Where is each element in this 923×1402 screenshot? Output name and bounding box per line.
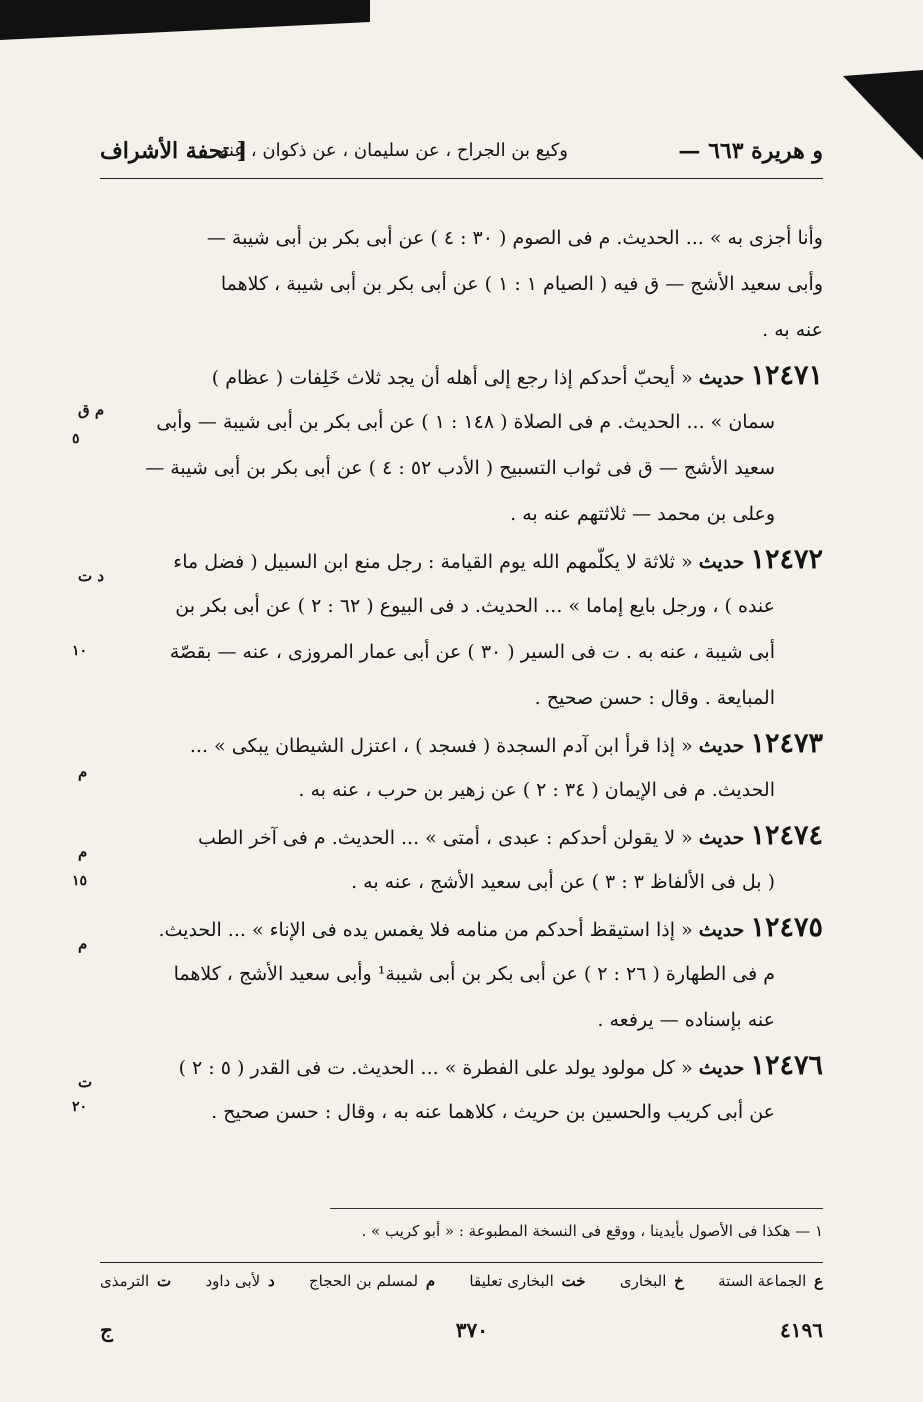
abbr-symbol: د bbox=[268, 1272, 275, 1290]
entry-line: ( بل فى الألفاظ ٣ : ٣ ) عن أبى سعيد الأشج ، عنه به . bbox=[351, 871, 775, 893]
hadith-entry bbox=[78, 721, 823, 813]
hadith-number: ١٢٤٧٢ bbox=[750, 544, 823, 575]
hadith-entry bbox=[72, 813, 823, 905]
hadith-entry bbox=[78, 905, 823, 1043]
hadith-number: ١٢٤٧٥ bbox=[750, 912, 823, 943]
header-right: و هريرة ٦٦٣ — bbox=[678, 138, 823, 164]
margin-sigla: ت bbox=[78, 1073, 93, 1091]
margin-sigla: د ت bbox=[78, 567, 105, 585]
entry-first-line bbox=[100, 1043, 823, 1089]
footnote: ١ — هكذا فى الأصول بأيدينا ، ووقع فى النسخة المطبوعة : « أبو كريب » . bbox=[361, 1222, 823, 1240]
hadith-entry bbox=[72, 1043, 823, 1135]
continuation-line: عنه به . bbox=[762, 319, 823, 341]
hadith-entry bbox=[72, 537, 823, 721]
abbreviations-rule bbox=[100, 1262, 823, 1263]
margin-sigla: م ق bbox=[78, 401, 105, 419]
entry-line: وعلى بن محمد — ثلاثتهم عنه به . bbox=[510, 503, 775, 525]
margin-line-number: ١٠ bbox=[72, 643, 88, 659]
hadith-text: « إذا استيقظ أحدكم من منامه فلا يغمس يده فى الإناء » ... الحديث. bbox=[158, 919, 693, 941]
hadith-text: « ثلاثة لا يكلّمهم الله يوم القيامة : رجل منع ابن السبيل ( فضل ماء bbox=[173, 551, 693, 573]
abbr-label: الجماعة الستة bbox=[718, 1272, 807, 1290]
page-corner-shadow bbox=[0, 0, 923, 40]
abbr-symbol: خ bbox=[674, 1272, 684, 1290]
abbr-label: لأبى داود bbox=[205, 1272, 261, 1290]
entry-line: عن أبى كريب والحسين بن حريث ، كلاهما عنه به ، وقال : حسن صحيح . bbox=[211, 1101, 775, 1123]
entry-line: سمان » ... الحديث. م فى الصلاة ( ١٤٨ : ١ ) عن أبى بكر بن أبى شيبة — وأبى bbox=[156, 411, 775, 433]
hadith-keyword: حديث bbox=[698, 1057, 745, 1079]
page-corner-fold bbox=[843, 70, 923, 160]
continuation-line: وأبى سعيد الأشج — ق فيه ( الصيام ١ : ١ ) عن أبى بكر بن أبى شيبة ، كلاهما bbox=[220, 273, 823, 295]
header-rule bbox=[100, 178, 823, 179]
entry-line: أبى شيبة ، عنه به . ت فى السير ( ٣٠ ) عن أبى عمار المروزى ، عنه — بقصّة bbox=[169, 641, 775, 663]
margin-line-number: ٥ bbox=[72, 431, 80, 447]
signature-mark: ج bbox=[100, 1318, 113, 1342]
hadith-number: ١٢٤٧٣ bbox=[750, 728, 823, 759]
entry-first-line bbox=[100, 353, 823, 399]
entry-first-line bbox=[100, 813, 823, 859]
hadith-entry bbox=[72, 353, 823, 537]
abbr-item bbox=[469, 1272, 585, 1300]
margin-line-number: ٢٠ bbox=[72, 1099, 88, 1115]
entry-line: م فى الطهارة ( ٢٦ : ٢ ) عن أبى بكر بن أبى شيبة¹ وأبى سعيد الأشج ، كلاهما bbox=[173, 963, 775, 985]
entry-line: عنه بإسناده — يرفعه . bbox=[597, 1009, 775, 1031]
entry-line: الحديث. م فى الإيمان ( ٣٤ : ٢ ) عن زهير بن حرب ، عنه به . bbox=[298, 779, 775, 801]
entry-line: المبايعة . وقال : حسن صحيح . bbox=[534, 687, 775, 709]
hadith-text: « كل مولود يولد على الفطرة » ... الحديث. ت فى القدر ( ٥ : ٢ ) bbox=[178, 1057, 693, 1079]
abbr-symbol: ع bbox=[814, 1272, 823, 1290]
hadith-keyword: حديث bbox=[698, 827, 745, 849]
footnote-rule bbox=[330, 1208, 823, 1209]
abbreviations-key bbox=[100, 1272, 823, 1300]
abbr-label: الترمذى bbox=[100, 1272, 150, 1290]
abbr-symbol: خت bbox=[561, 1272, 586, 1290]
abbr-label: البخارى تعليقا bbox=[469, 1272, 554, 1290]
abbr-label: البخارى bbox=[619, 1272, 667, 1290]
abbr-label: لمسلم بن الحجاج bbox=[308, 1272, 419, 1290]
entry-first-line bbox=[100, 905, 823, 951]
hadith-keyword: حديث bbox=[698, 367, 745, 389]
entry-line: سعيد الأشج — ق فى ثواب التسبيح ( الأدب ٥٢ : ٤ ) عن أبى بكر بن أبى شيبة — bbox=[145, 457, 775, 479]
entry-first-line bbox=[100, 537, 823, 583]
hadith-keyword: حديث bbox=[698, 551, 745, 573]
page-footer bbox=[100, 1318, 823, 1348]
hadith-text: « لا يقولن أحدكم : عبدى ، أمتى » ... الحديث. م فى آخر الطب bbox=[198, 827, 693, 849]
hadith-keyword: حديث bbox=[698, 919, 745, 941]
hadith-keyword: حديث bbox=[698, 735, 745, 757]
running-header bbox=[100, 138, 823, 172]
abbr-item bbox=[100, 1272, 171, 1300]
header-isnad: وكيع بن الجراح ، عن سليمان ، عن ذكوان ، عنه bbox=[219, 140, 568, 161]
page-body bbox=[72, 215, 823, 1135]
abbr-symbol: ت bbox=[157, 1272, 172, 1290]
abbr-item bbox=[620, 1272, 684, 1300]
margin-line-number: ١٥ bbox=[72, 873, 88, 889]
hadith-number: ١٢٤٧٦ bbox=[750, 1050, 823, 1081]
header-book-title: [ تحفة الأشراف bbox=[100, 138, 248, 164]
volume-number: ٤١٩٦ bbox=[780, 1318, 823, 1342]
hadith-number: ١٢٤٧١ bbox=[750, 360, 823, 391]
entry-line: عنده ) ، ورجل بايع إماما » ... الحديث. د فى البيوع ( ٦٢ : ٢ ) عن أبى بكر بن bbox=[175, 595, 775, 617]
page-number: ٣٧٠ bbox=[455, 1318, 488, 1342]
abbr-item bbox=[718, 1272, 823, 1300]
hadith-text: « إذا قرأ ابن آدم السجدة ( فسجد ) ، اعتزل الشيطان يبكى » ... bbox=[189, 735, 693, 757]
margin-sigla: م bbox=[78, 763, 88, 781]
margin-sigla: م bbox=[78, 843, 88, 861]
entry-first-line bbox=[100, 721, 823, 767]
continuation-line: وأنا أجزى به » ... الحديث. م فى الصوم ( ٣٠ : ٤ ) عن أبى بكر بن أبى شيبة — bbox=[206, 227, 823, 249]
abbr-item bbox=[309, 1272, 435, 1300]
abbr-item bbox=[205, 1272, 274, 1300]
abbr-symbol: م bbox=[425, 1272, 436, 1290]
hadith-number: ١٢٤٧٤ bbox=[750, 820, 823, 851]
margin-sigla: م bbox=[78, 935, 88, 953]
continuation-text bbox=[100, 215, 823, 353]
hadith-text: « أيحبّ أحدكم إذا رجع إلى أهله أن يجد ثلاث خَلِفات ( عظام ) bbox=[211, 367, 693, 389]
